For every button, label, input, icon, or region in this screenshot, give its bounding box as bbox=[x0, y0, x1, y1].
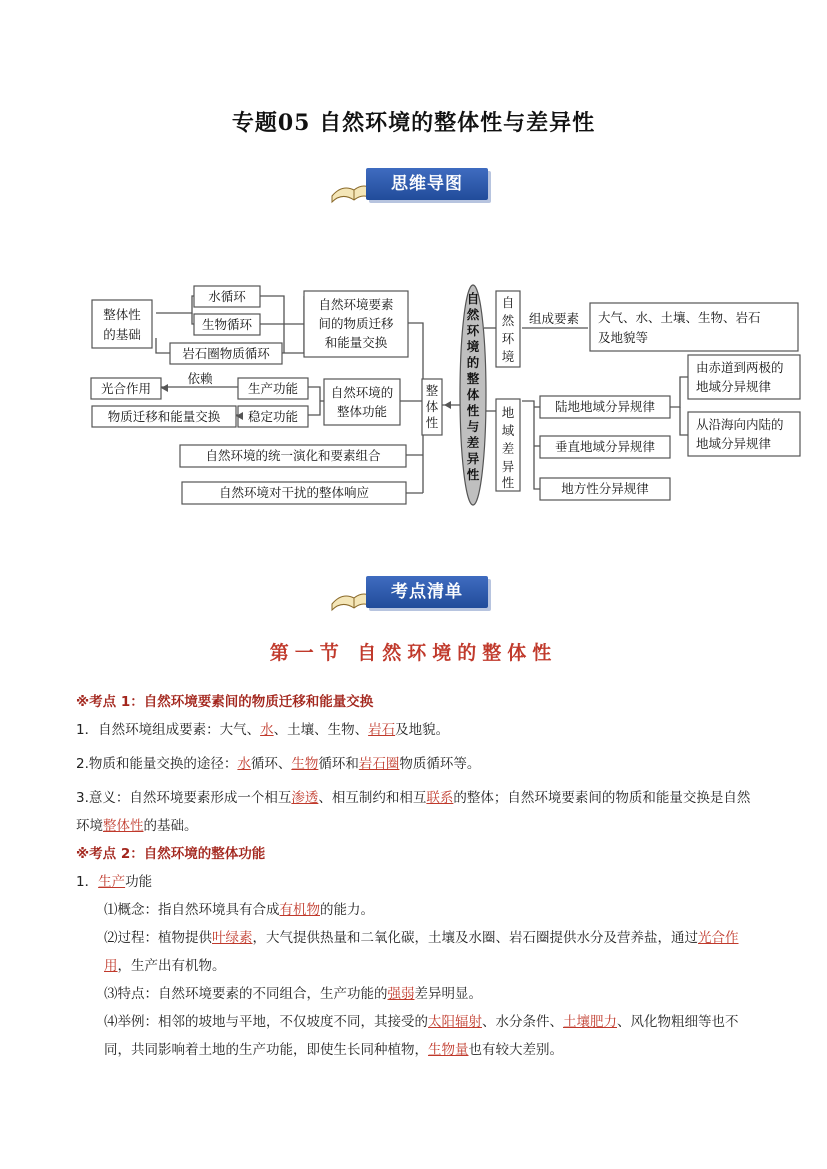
wholeness-char-3: 性 bbox=[425, 415, 439, 430]
diff-char-1: 地 bbox=[501, 405, 515, 420]
kp2-p4: ⑷举例：相邻的坡地与平地，不仅坡度不同，其接受的太阳辐射、水分条件、土壤肥力、风化物粗细等也不同，共同影响着土地的生产功能，即使生长同种植物，生物量也有较大差别。 bbox=[104, 1014, 739, 1058]
production-label: 生产功能 bbox=[247, 381, 299, 396]
center-char-6: 整 bbox=[466, 371, 480, 386]
bio-cycle-label: 生物循环 bbox=[201, 317, 253, 332]
photosynthesis-label: 光合作用 bbox=[100, 381, 152, 396]
center-char-4: 境 bbox=[466, 339, 480, 354]
kp2-heading: 1．生产功能 bbox=[76, 874, 153, 890]
kp1-line1: 1．自然环境组成要素：大气、水、土壤、生物、岩石及地貌。 bbox=[76, 722, 450, 738]
overall-basis-line2: 的基础 bbox=[103, 327, 141, 342]
material-energy-label: 物质迁移和能量交换 bbox=[107, 409, 221, 424]
response-label: 自然环境对干扰的整体响应 bbox=[218, 485, 370, 500]
mind-map bbox=[88, 283, 808, 513]
kp1-line2: 2.物质和能量交换的途径：水循环、生物循环和岩石圈物质循环等。 bbox=[76, 756, 481, 772]
kp2-title: ※考点 2：自然环境的整体功能 bbox=[76, 846, 266, 862]
wholeness-char-1: 整 bbox=[425, 383, 439, 398]
center-char-8: 性 bbox=[466, 403, 480, 418]
overall-function-line1: 自然环境的 bbox=[330, 385, 394, 400]
content bbox=[76, 688, 756, 1064]
center-char-3: 环 bbox=[466, 323, 480, 338]
nature-env-char-3: 环 bbox=[501, 331, 515, 346]
center-char-9: 与 bbox=[466, 419, 480, 434]
overall-function-line2: 整体功能 bbox=[336, 404, 388, 419]
kp2-p1: ⑴概念：指自然环境具有合成有机物的能力。 bbox=[104, 902, 374, 918]
mindmap-banner bbox=[328, 164, 493, 204]
kp1-title: ※考点 1：自然环境要素间的物质迁移和能量交换 bbox=[76, 694, 374, 710]
stability-label: 稳定功能 bbox=[247, 409, 299, 424]
kp2-p2: ⑵过程：植物提供叶绿素，大气提供热量和二氧化碳，土壤及水圈、岩石圈提供水分及营养盐，通过光合作用，生产出有机物。 bbox=[104, 930, 739, 974]
unity-label: 自然环境的统一演化和要素组合 bbox=[205, 448, 381, 463]
land-diff-label: 陆地地域分异规律 bbox=[554, 399, 656, 414]
diff-char-3: 差 bbox=[501, 441, 515, 456]
exchange-line2: 间的物质迁移 bbox=[318, 316, 394, 331]
diff-char-4: 异 bbox=[501, 459, 515, 474]
wholeness-char-2: 体 bbox=[425, 399, 439, 414]
checklist-banner-label: 考点清单 bbox=[366, 576, 488, 608]
nature-env-char-2: 然 bbox=[501, 313, 515, 328]
center-char-11: 异 bbox=[466, 451, 480, 466]
center-char-5: 的 bbox=[466, 355, 480, 370]
center-char-12: 性 bbox=[466, 467, 480, 482]
vertical-label: 垂直地域分异规律 bbox=[554, 439, 656, 454]
mindmap-banner-label: 思维导图 bbox=[366, 168, 488, 200]
center-char-10: 差 bbox=[466, 435, 480, 450]
diff-char-5: 性 bbox=[501, 475, 515, 490]
depend-label: 依赖 bbox=[187, 371, 213, 386]
checklist-banner bbox=[328, 572, 493, 612]
water-cycle-label: 水循环 bbox=[208, 289, 246, 304]
nature-env-char-1: 自 bbox=[501, 295, 515, 310]
rock-cycle-label: 岩石圈物质循环 bbox=[182, 346, 270, 361]
document-title: 专题05 自然环境的整体性与差异性 bbox=[231, 110, 596, 136]
equator-line1: 由赤道到两极的 bbox=[696, 360, 784, 375]
diff-char-2: 域 bbox=[501, 423, 515, 438]
local-label: 地方性分异规律 bbox=[561, 481, 649, 496]
center-char-2: 然 bbox=[466, 307, 480, 322]
coast-line2: 地域分异规律 bbox=[696, 436, 772, 451]
overall-basis-line1: 整体性 bbox=[103, 307, 141, 322]
center-char-1: 自 bbox=[466, 291, 480, 306]
exchange-line3: 和能量交换 bbox=[324, 335, 388, 350]
section-title: 第一节 自然环境的整体性 bbox=[269, 642, 558, 664]
elements-line2: 及地貌等 bbox=[598, 330, 649, 345]
coast-line1: 从沿海向内陆的 bbox=[696, 417, 784, 432]
exchange-line1: 自然环境要素 bbox=[318, 297, 394, 312]
nature-env-char-4: 境 bbox=[501, 349, 515, 364]
center-char-7: 体 bbox=[466, 387, 480, 402]
components-label: 组成要素 bbox=[528, 311, 580, 326]
kp2-p3: ⑶特点：自然环境要素的不同组合，生产功能的强弱差异明显。 bbox=[104, 986, 482, 1002]
kp1-line3: 3.意义：自然环境要素形成一个相互渗透、相互制约和相互联系的整体；自然环境要素间的物质和能量交换是自然环境整体性的基础。 bbox=[76, 790, 751, 834]
elements-line1: 大气、水、土壤、生物、岩石 bbox=[598, 310, 761, 325]
equator-line2: 地域分异规律 bbox=[696, 379, 772, 394]
